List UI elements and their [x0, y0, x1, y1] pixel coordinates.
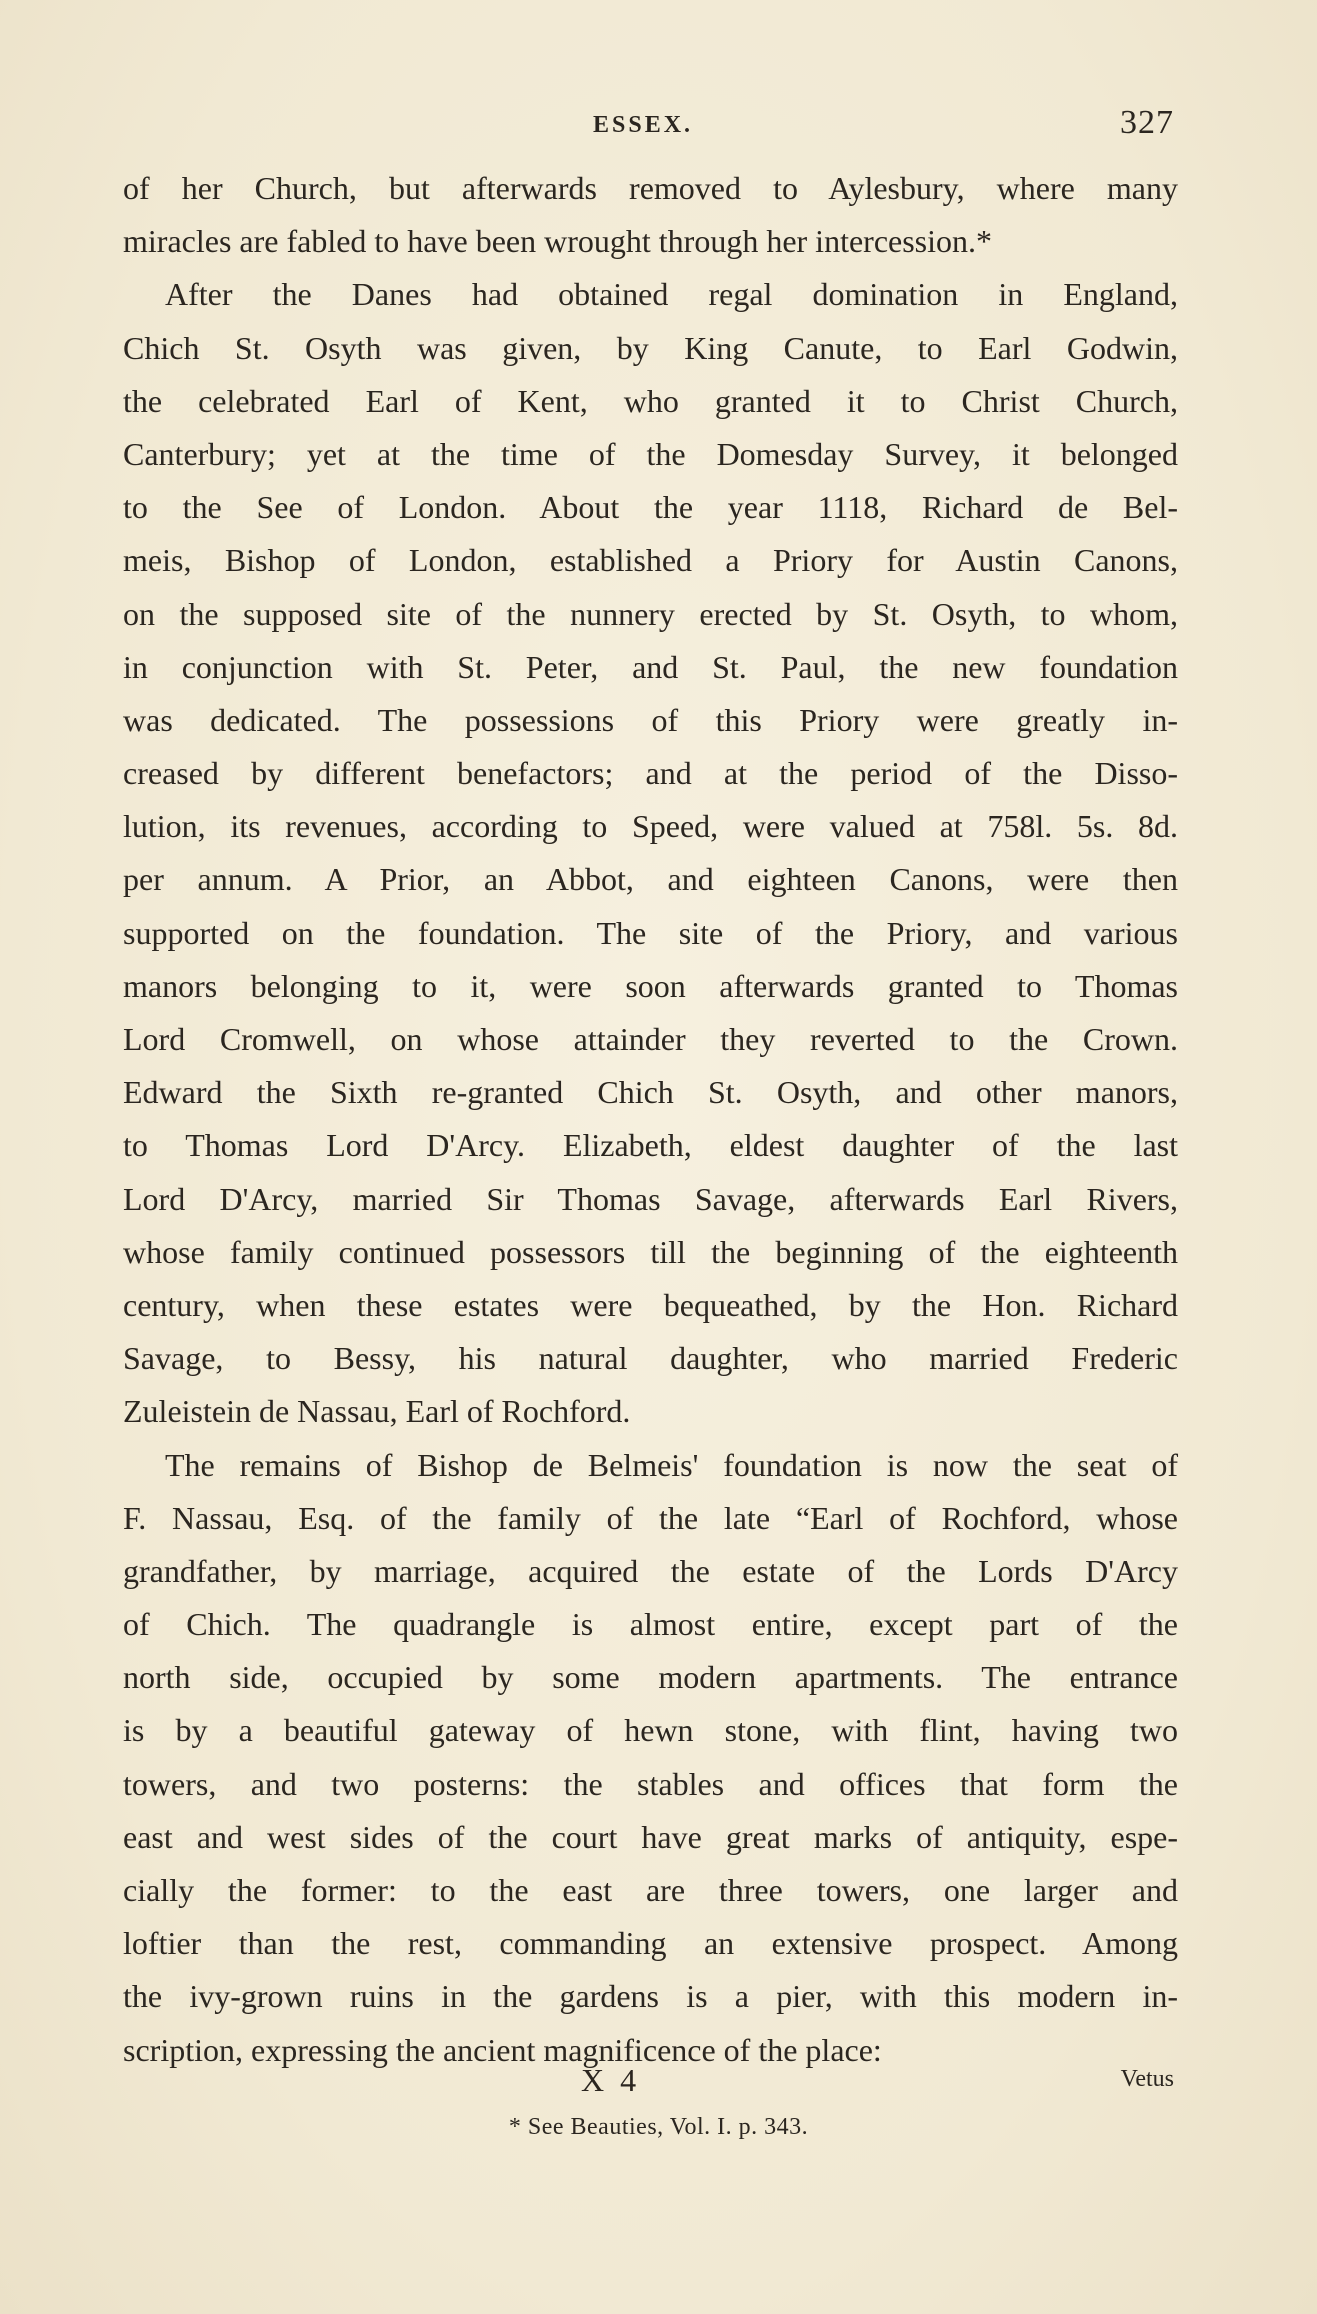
text-line: is by a beautiful gateway of hewn stone, with flint, having two: [123, 1712, 1178, 1749]
catchword: Vetus: [1120, 2066, 1174, 2092]
text-line: supported on the foundation. The site of the Priory, and various: [123, 914, 1178, 951]
body-text: [123, 162, 1178, 2077]
text-line: the celebrated Earl of Kent, who granted it to Christ Church,: [123, 382, 1178, 419]
text-line: century, when these estates were bequeathed, by the Hon. Richard: [123, 1286, 1178, 1323]
text-line: to Thomas Lord D'Arcy. Elizabeth, eldest daughter of the last: [123, 1127, 1178, 1164]
text-line: grandfather, by marriage, acquired the estate of the Lords D'Arcy: [123, 1552, 1178, 1589]
text-line: scription, expressing the ancient magnificence of the place:: [123, 2031, 882, 2068]
text-line: of Chich. The quadrangle is almost entire, except part of the: [123, 1606, 1178, 1643]
text-line: towers, and two posterns: the stables and offices that form the: [123, 1765, 1178, 1802]
footnote: * See Beauties, Vol. I. p. 343.: [508, 2114, 809, 2140]
page-footer: [123, 2062, 1178, 2112]
paragraph-start-line: The remains of Bishop de Belmeis' foundation is now the seat of: [165, 1446, 1178, 1483]
text-line: Zuleistein de Nassau, Earl of Rochford.: [123, 1393, 631, 1430]
text-line: Savage, to Bessy, his natural daughter, who married Frederic: [123, 1340, 1178, 1377]
text-line: per annum. A Prior, an Abbot, and eighteen Canons, were then: [123, 861, 1178, 898]
text-line: the ivy-grown ruins in the gardens is a pier, with this modern in-: [123, 1978, 1178, 2015]
text-line: meis, Bishop of London, established a Priory for Austin Canons,: [123, 542, 1178, 579]
text-line: whose family continued possessors till the beginning of the eighteenth: [123, 1233, 1178, 1270]
text-line: Chich St. Osyth was given, by King Canute, to Earl Godwin,: [123, 329, 1178, 366]
text-line: manors belonging to it, were soon afterwards granted to Thomas: [123, 967, 1178, 1004]
text-line: Edward the Sixth re-granted Chich St. Osyth, and other manors,: [123, 1074, 1178, 1111]
text-line: on the supposed site of the nunnery erected by St. Osyth, to whom,: [123, 595, 1178, 632]
running-head: ESSEX.: [593, 112, 694, 138]
page-header: [123, 104, 1178, 148]
paragraph-start-line: After the Danes had obtained regal domination in England,: [165, 276, 1178, 313]
text-line: miracles are fabled to have been wrought through her intercession.*: [123, 223, 993, 260]
text-line: cially the former: to the east are three towers, one larger and: [123, 1872, 1178, 1908]
text-line: north side, occupied by some modern apartments. The entrance: [123, 1659, 1178, 1696]
text-line: creased by different benefactors; and at the period of the Disso-: [123, 755, 1178, 792]
page-number: 327: [1120, 104, 1174, 141]
text-line: Canterbury; yet at the time of the Domesday Survey, it belonged: [123, 435, 1178, 472]
text-line: of her Church, but afterwards removed to Aylesbury, where many: [123, 170, 1178, 206]
text-line: to the See of London. About the year 1118, Richard de Bel-: [123, 489, 1178, 526]
text-line: F. Nassau, Esq. of the family of the late “Earl of Rochford, whose: [123, 1499, 1178, 1536]
text-line: loftier than the rest, commanding an extensive prospect. Among: [123, 1925, 1178, 1962]
text-line: Lord Cromwell, on whose attainder they reverted to the Crown.: [123, 1021, 1178, 1057]
signature-mark: X 4: [581, 2062, 641, 2098]
text-line: east and west sides of the court have great marks of antiquity, espe-: [123, 1818, 1178, 1855]
text-line: lution, its revenues, according to Speed, were valued at 758l. 5s. 8d.: [123, 808, 1178, 845]
text-line: was dedicated. The possessions of this Priory were greatly in-: [123, 701, 1178, 738]
text-line: Lord D'Arcy, married Sir Thomas Savage, afterwards Earl Rivers,: [123, 1180, 1178, 1217]
text-line: in conjunction with St. Peter, and St. Paul, the new foundation: [123, 648, 1178, 685]
